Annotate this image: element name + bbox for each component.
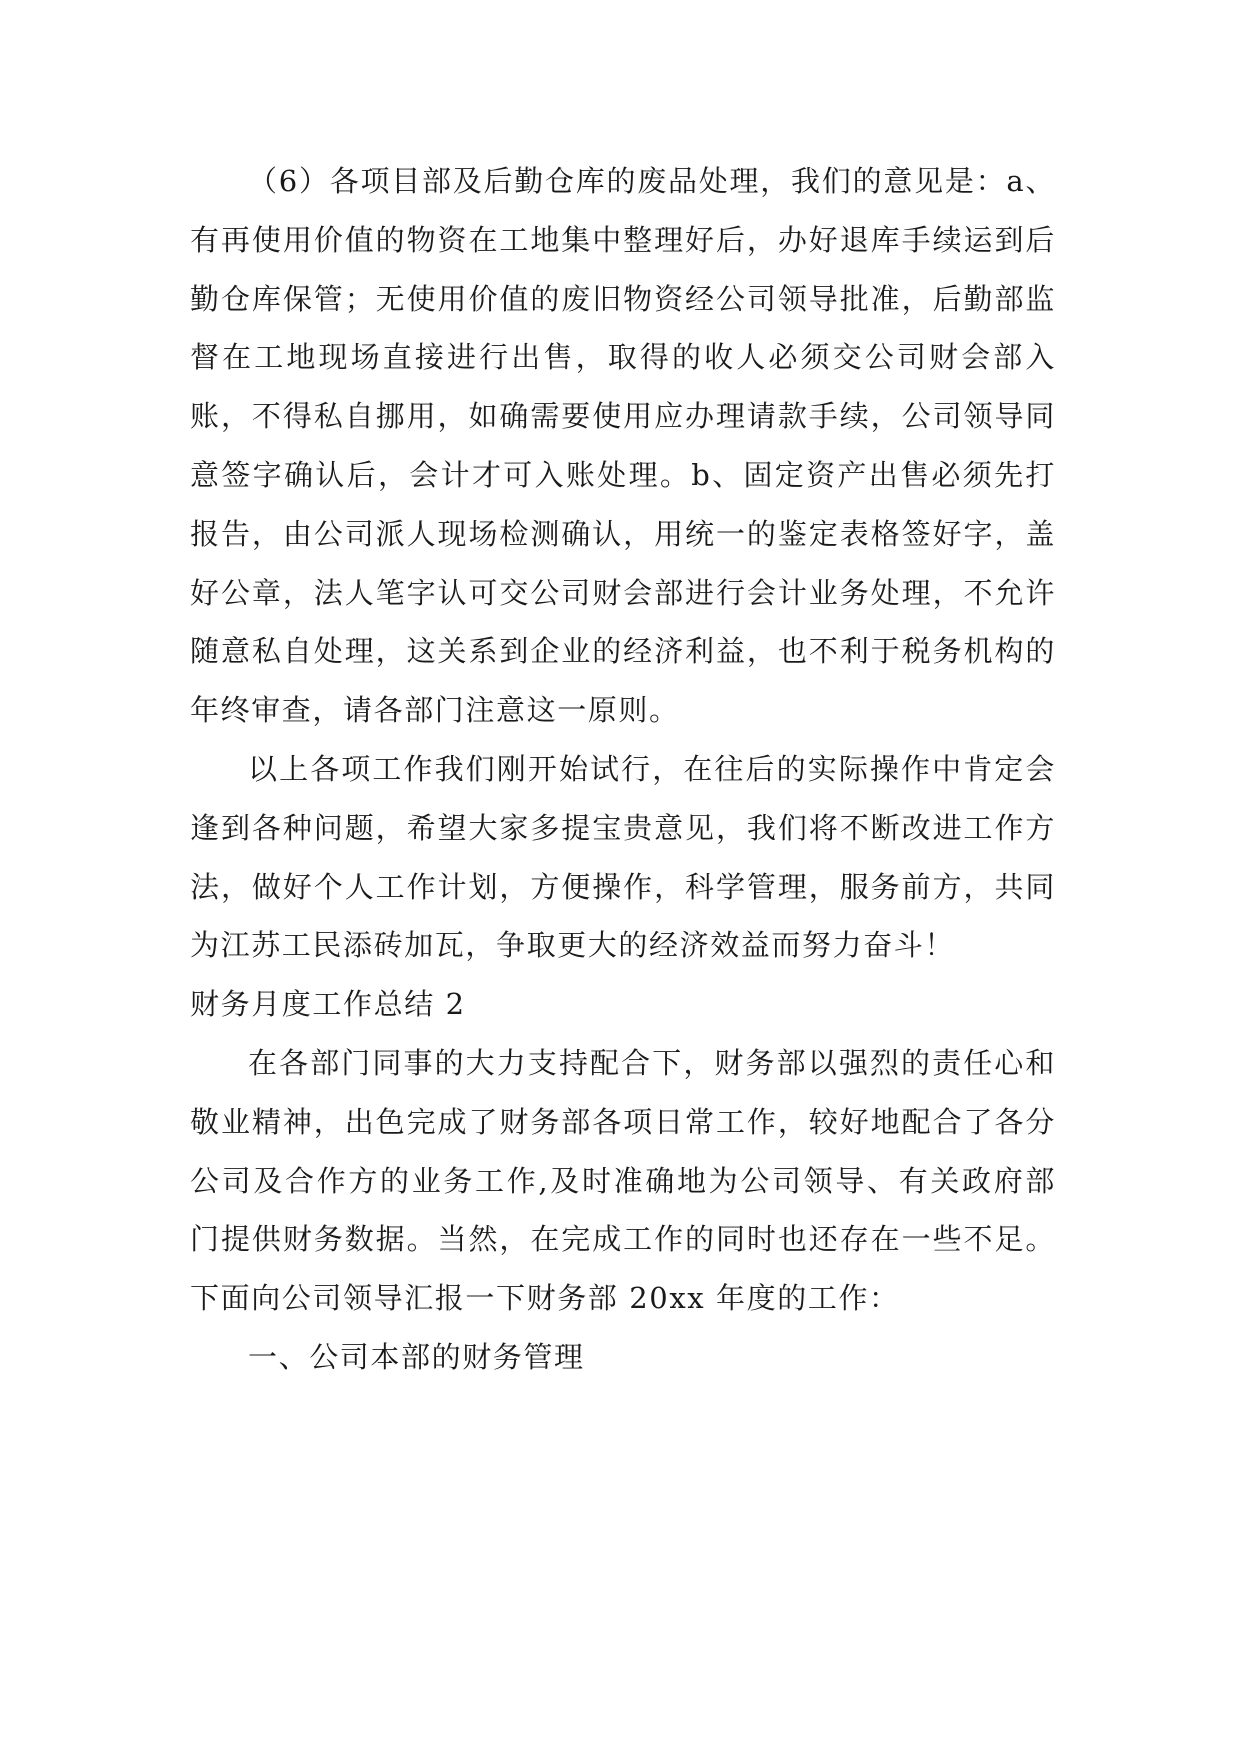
- subheading-headquarters-finance: 一、公司本部的财务管理: [248, 1339, 585, 1374]
- section-title: 财务月度工作总结 2: [190, 987, 466, 1022]
- paragraph-finance-summary: 在各部门同事的大力支持配合下，财务部以强烈的责任心和敬业精神，出色完成了财务部各项日常工作，较好地配合了各分公司及合作方的业务工作,及时准确地为公司领导、有关政府部门提供财务数据。当然，在完成工作的同时也还存在一些不足。下面向公司领导汇报一下财务部 20xx 年度的工作：: [190, 1045, 1056, 1316]
- paragraph-closing-remarks: 以上各项工作我们刚开始试行，在往后的实际操作中肯定会逢到各种问题，希望大家多提宝贵意见，我们将不断改进工作方法，做好个人工作计划，方便操作，科学管理，服务前方，共同为江苏工民添砖加瓦，争取更大的经济效益而努力奋斗！: [190, 751, 1056, 963]
- document-body: [190, 152, 1056, 1387]
- paragraph-waste-disposal: （6）各项目部及后勤仓库的废品处理，我们的意见是：a、有再使用价值的物资在工地集中整理好后，办好退库手续运到后勤仓库保管；无使用价值的废旧物资经公司领导批准，后勤部监督在工地现场直接进行出售，取得的收人必须交公司财会部入账，不得私自挪用，如确需要使用应办理请款手续，公司领导同意签字确认后，会计才可入账处理。b、固定资产出售必须先打报告，由公司派人现场检测确认，用统一的鉴定表格签好字，盖好公章，法人笔字认可交公司财会部进行会计业务处理，不允许随意私自处理，这关系到企业的经济利益，也不利于税务机构的年终审查，请各部门注意这一原则。: [190, 164, 1056, 728]
